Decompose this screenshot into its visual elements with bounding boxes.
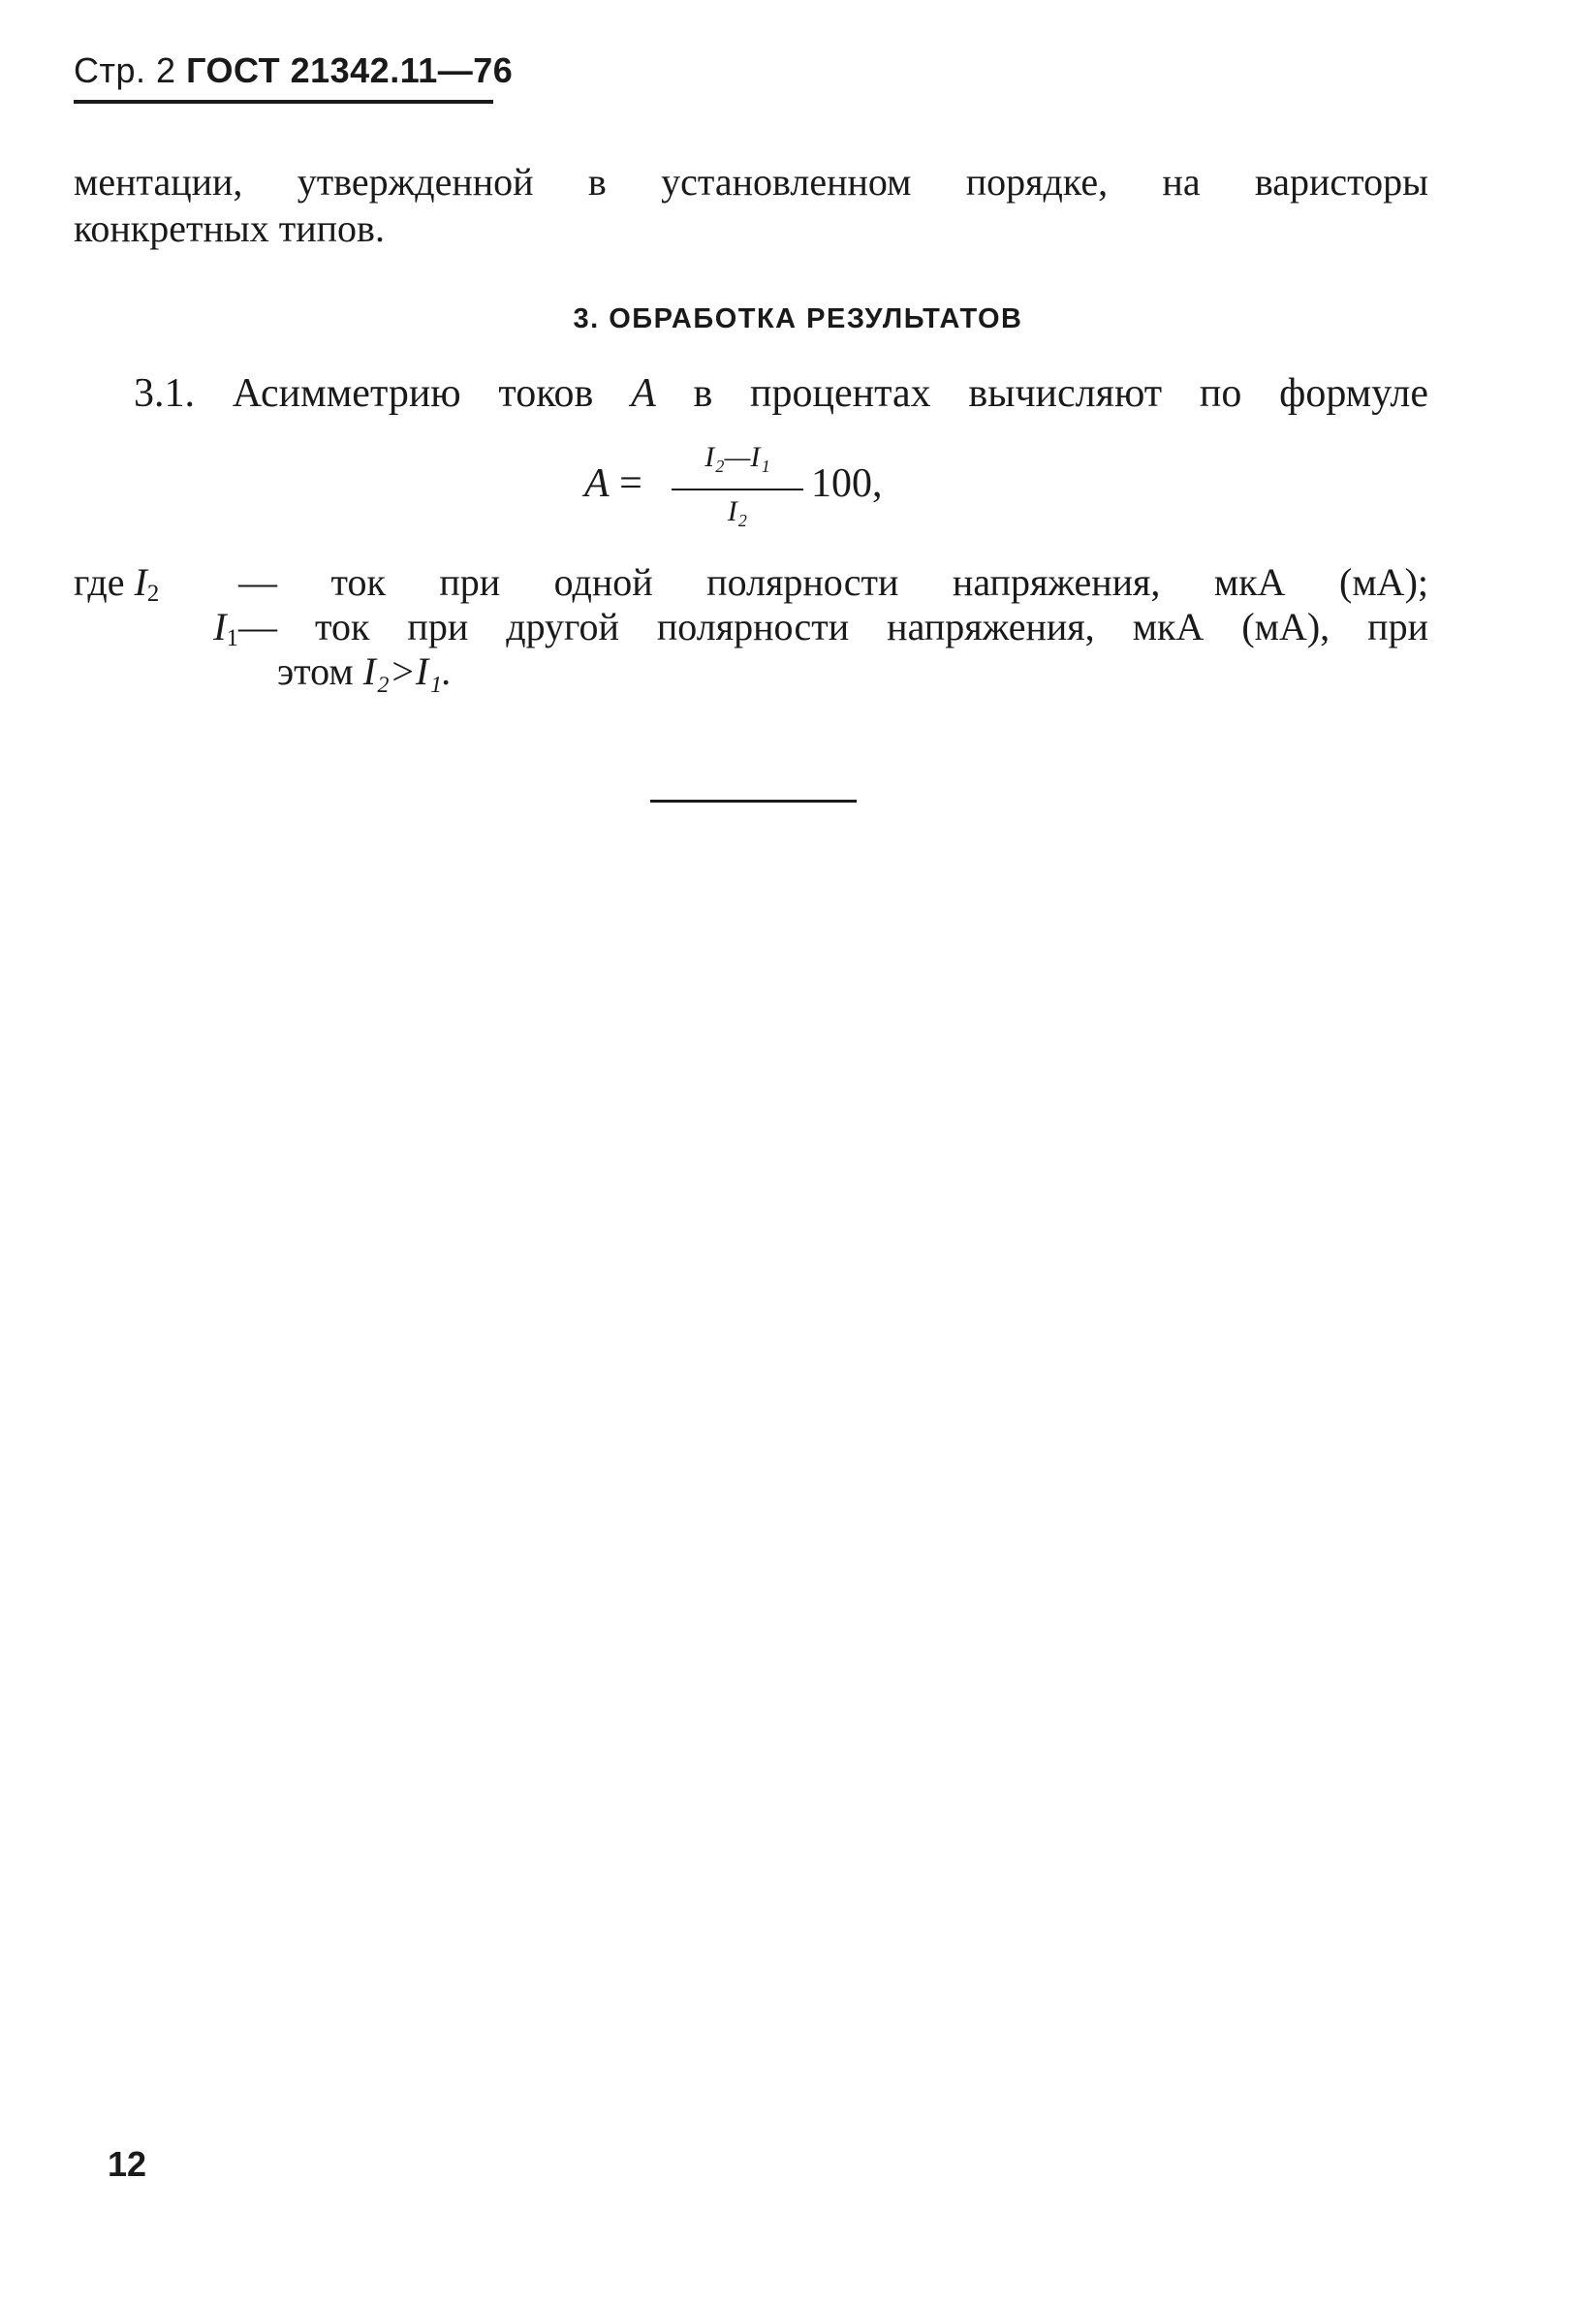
legend-item-i1	[74, 605, 1428, 652]
formula-fraction-bar	[672, 489, 803, 490]
closing-rule	[650, 800, 857, 803]
legend-description: — ток при другой полярности напряжения, мкА (мА), при	[238, 605, 1428, 648]
variable-legend	[74, 560, 1428, 694]
legend-continuation-word: этом	[277, 649, 354, 693]
formula-numerator: I₂—I₁	[704, 441, 770, 473]
intro-line-2: конкретных типов.	[74, 206, 385, 250]
clause-number: 3.1.	[134, 371, 195, 416]
legend-condition: I₂>I₁.	[362, 649, 453, 693]
clause-3-1	[74, 368, 1428, 419]
intro-paragraph	[74, 159, 1428, 252]
intro-line-1: ментации, утвержденной в установленном порядке, на варисторы	[74, 160, 1428, 204]
formula-equals: =	[619, 461, 642, 506]
clause-text-before: Асимметрию токов	[232, 371, 594, 416]
legend-symbol: I	[213, 605, 227, 648]
page-label: Стр. 2	[74, 50, 176, 90]
clause-symbol: A	[631, 371, 656, 416]
legend-term	[74, 560, 238, 608]
header-rule	[74, 100, 493, 104]
legend-continuation	[74, 649, 1428, 694]
legend-description: — ток при одной полярности напряжения, мкА (мА);	[238, 560, 1428, 604]
running-head	[74, 50, 513, 91]
legend-subscript: 1	[226, 625, 238, 652]
legend-intro: где	[74, 560, 125, 604]
legend-subscript: 2	[146, 581, 160, 608]
clause-text-after: в процентах вычисляют по формуле	[693, 371, 1429, 416]
standard-code: ГОСТ 21342.11—76	[186, 50, 514, 90]
legend-symbol: I	[134, 560, 147, 604]
legend-item-i2	[74, 560, 1428, 608]
asymmetry-formula	[584, 441, 991, 548]
page-number: 12	[108, 2144, 147, 2184]
legend-term	[74, 605, 238, 652]
formula-lhs-symbol: A	[584, 461, 610, 506]
formula-lhs	[584, 460, 642, 507]
formula-denominator: I₂	[727, 495, 748, 527]
section-heading: 3. ОБРАБОТКА РЕЗУЛЬТАТОВ	[573, 303, 1023, 334]
formula-factor: 100,	[811, 461, 883, 506]
